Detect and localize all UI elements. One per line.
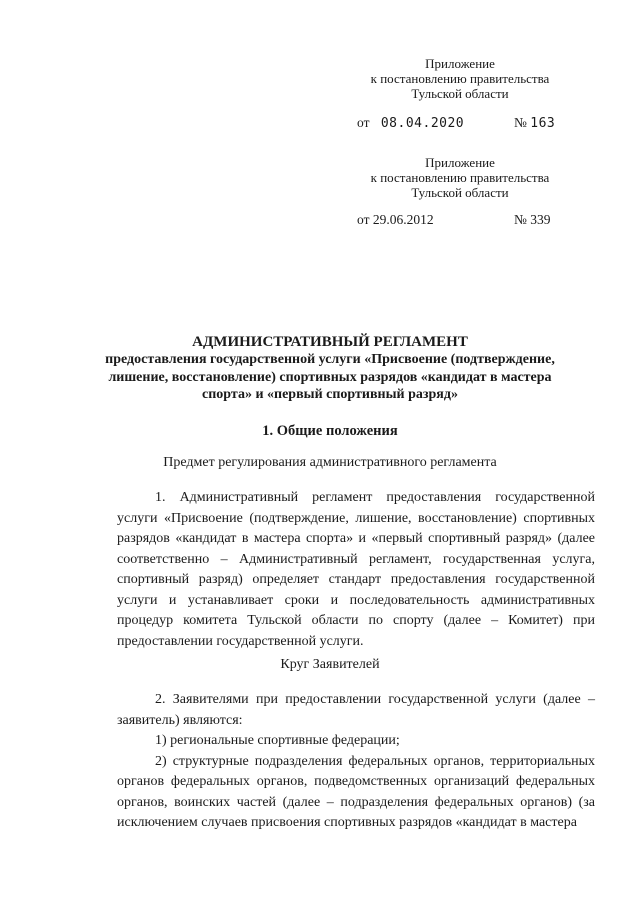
annex-block-original xyxy=(330,155,590,200)
section-heading: 1. Общие положения xyxy=(262,423,398,439)
paragraph-text: 2. Заявителями при предоставлении государственной услуги (далее – заявитель) являются: xyxy=(117,692,595,728)
document-subtitle-line: лишение, восстановление) спортивных разрядов «кандидат в мастера xyxy=(108,369,552,385)
subsection-heading: Предмет регулирования административного регламента xyxy=(163,455,497,470)
current-number-line xyxy=(514,115,555,131)
paragraph-text: 1. Административный регламент предоставления государственной услуги «Присвоение (подтверждение, лишение, восстановление) спортивных разрядов «кандидат в мастера спорта» и «первый спортивный разряд» (далее соответственно – Административный регламент, государственная услуга, спортивный разряд) определяет стандарт предоставления государственной услуги и устанавливает сроки и последовательность административных процедур комитета Тульской области по спорту (далее – Комитет) при предоставлении государственной услуги. xyxy=(117,490,595,649)
list-item: 1) региональные спортивные федерации; xyxy=(155,733,400,748)
paragraph-1 xyxy=(117,488,595,652)
document-title-block xyxy=(80,333,580,404)
document-title: АДМИНИСТРАТИВНЫЙ РЕГЛАМЕНТ xyxy=(192,334,468,350)
resolution-number: 163 xyxy=(530,116,556,131)
annex-resolution: к постановлению правительства xyxy=(370,170,550,185)
annex-region: Тульской области xyxy=(411,185,509,200)
number-prefix: № xyxy=(514,115,527,130)
applicants-list xyxy=(117,690,595,834)
original-date: от 29.06.2012 xyxy=(357,212,434,227)
original-number: № 339 xyxy=(514,212,551,227)
applicants-heading: Круг Заявителей xyxy=(280,657,380,672)
annex-region: Тульской области xyxy=(411,86,509,101)
annex-label: Приложение xyxy=(425,56,495,71)
resolution-date: 08.04.2020 xyxy=(380,116,465,131)
annex-resolution: к постановлению правительства xyxy=(370,71,550,86)
date-prefix: от xyxy=(357,115,370,130)
list-item: 2) структурные подразделения федеральных органов, территориальных органов федеральных органов, подведомственных организаций федеральных органов, воинских частей (далее – подразделения федеральных органов) (за исключением случаев присвоения спортивных разрядов «кандидат в мастера xyxy=(117,753,595,830)
document-subtitle-line: спорта» и «первый спортивный разряд» xyxy=(202,387,458,402)
document-subtitle-line: предоставления государственной услуги «Присвоение (подтверждение, xyxy=(105,352,555,367)
annex-block-current xyxy=(330,56,590,101)
annex-label: Приложение xyxy=(425,155,495,170)
current-date-line xyxy=(357,115,464,131)
